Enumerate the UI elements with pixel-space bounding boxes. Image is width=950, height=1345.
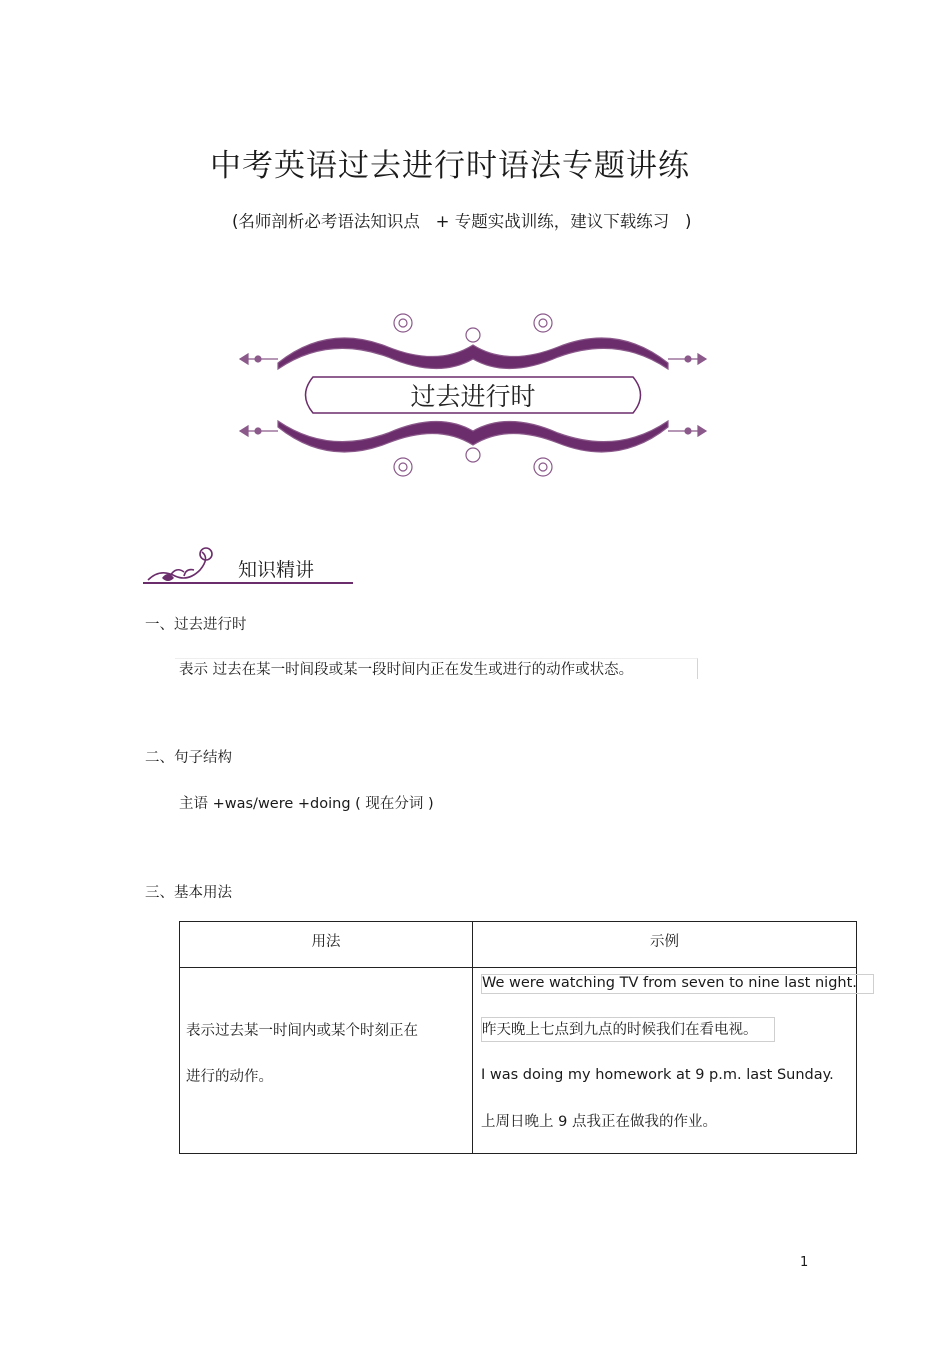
table-header-row bbox=[180, 922, 857, 968]
usage-cell bbox=[180, 968, 473, 1154]
page-number: 1 bbox=[800, 1255, 809, 1270]
point-3-heading: 三、基本用法 bbox=[145, 885, 232, 901]
point-1-body: 表示 过去在某一时间段或某一段时间内正在发生或进行的动作或状态。 bbox=[179, 662, 634, 678]
example-zh-2: 上周日晚上 9 点我正在做我的作业。 bbox=[481, 1114, 717, 1130]
usage-line-2: 进行的动作。 bbox=[186, 1069, 273, 1085]
table-row bbox=[180, 968, 857, 1154]
header-example: 示例 bbox=[473, 922, 857, 968]
example-zh-1: 昨天晚上七点到九点的时候我们在看电视。 bbox=[481, 1017, 775, 1042]
point-2-body: 主语 +was/were +doing ( 现在分词 ) bbox=[179, 796, 434, 812]
usage-table bbox=[179, 921, 857, 1154]
example-en-2: I was doing my homework at 9 p.m. last Sunday. bbox=[481, 1067, 834, 1083]
point-2-heading: 二、句子结构 bbox=[145, 750, 232, 766]
example-cell bbox=[473, 968, 857, 1154]
example-en-1: We were watching TV from seven to nine last night. bbox=[481, 974, 874, 994]
page-title: 中考英语过去进行时语法专题讲练 bbox=[210, 148, 690, 184]
usage-line-1: 表示过去某一时间内或某个时刻正在 bbox=[186, 1023, 418, 1039]
point-1-heading: 一、过去进行时 bbox=[145, 617, 247, 633]
page-subtitle: (名师剖析必考语法知识点 + 专题实战训练，建议下载练习 ) bbox=[232, 212, 692, 231]
header-usage: 用法 bbox=[180, 922, 473, 968]
section-title: 知识精讲 bbox=[238, 559, 315, 581]
banner-label: 过去进行时 bbox=[410, 382, 536, 411]
